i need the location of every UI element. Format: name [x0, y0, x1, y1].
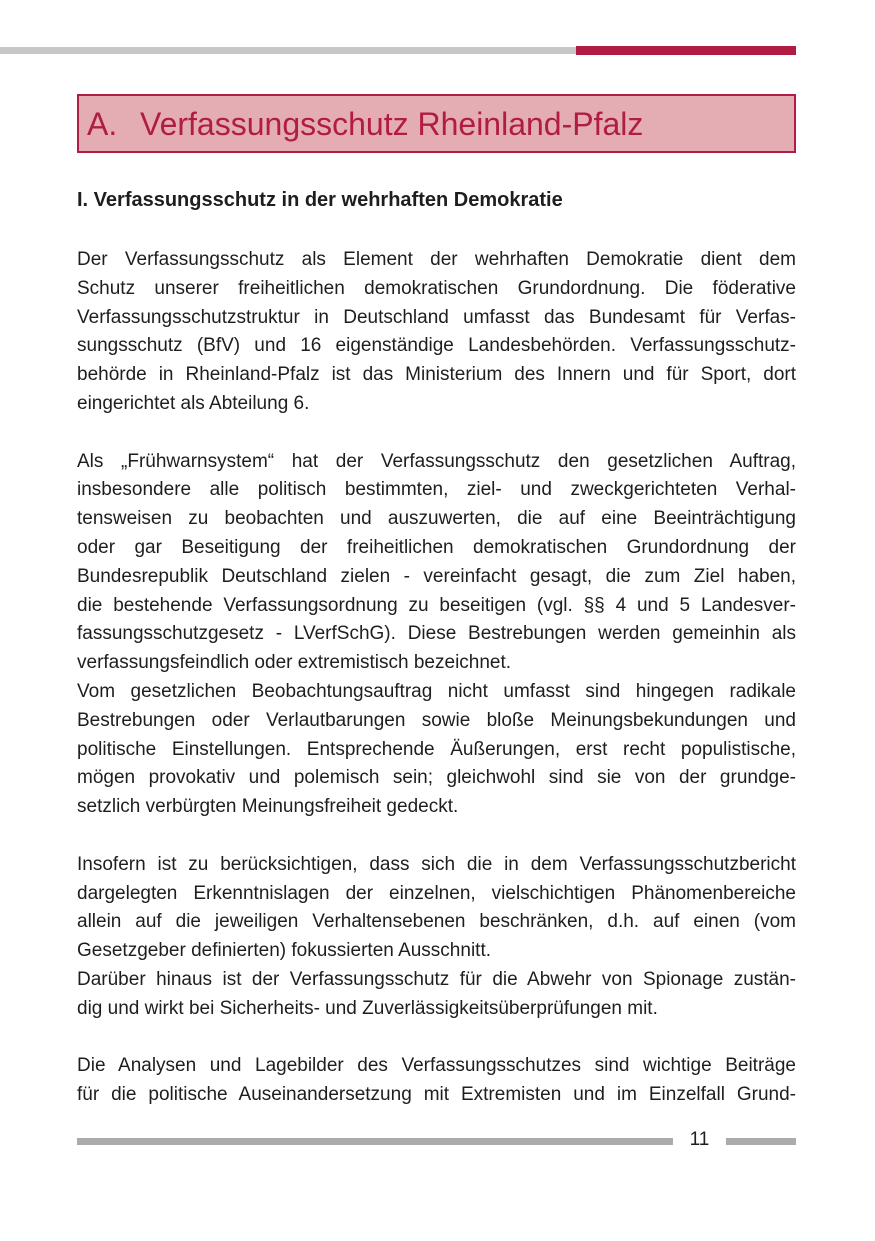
text-line: Verfassungsschutzstruktur in Deutschland umfasst das Bundesamt für Verfas- — [77, 306, 796, 328]
chapter-letter: A. — [87, 105, 118, 142]
footer-rule-right — [726, 1138, 796, 1145]
text-line: für die politische Auseinandersetzung mit Extremisten und im Einzelfall Grund- — [77, 1084, 796, 1106]
text-line: Schutz unserer freiheitlichen demokratischen Grundordnung. Die föderative — [77, 277, 796, 299]
text-line: eingerichtet als Abteilung 6. — [77, 392, 310, 414]
text-line: fassungsschutzgesetz - LVerfSchG). Diese Bestrebungen werden gemeinhin als — [77, 623, 796, 645]
text-line: insbesondere alle politisch bestimmten, ziel- und zweckgerichteten Verhal- — [77, 479, 796, 501]
text-line: Gesetzgeber definierten) fokussierten Ausschnitt. — [77, 940, 492, 962]
chapter-title: Verfassungsschutz Rheinland-Pfalz — [140, 105, 644, 142]
paragraph-spacer — [77, 1024, 796, 1053]
text-line: Insofern ist zu berücksichtigen, dass sich die in dem Verfassungsschutzbericht — [77, 853, 796, 875]
text-line: allein auf die jeweiligen Verhaltensebenen beschränken, d.h. auf einen (vom — [77, 911, 796, 933]
text-line: Bestrebungen oder Verlautbarungen sowie bloße Meinungsbekundungen und — [77, 709, 796, 731]
paragraph-spacer — [77, 419, 796, 448]
text-line: dig und wirkt bei Sicherheits- und Zuverlässigkeitsüberprüfungen mit. — [77, 997, 658, 1019]
text-line: mögen provokativ und polemisch sein; gleichwohl sind sie von der grundge- — [77, 767, 796, 789]
text-line: die bestehende Verfassungsordnung zu beseitigen (vgl. §§ 4 und 5 Landesver- — [77, 594, 796, 616]
text-line: behörde in Rheinland-Pfalz ist das Ministerium des Innern und für Sport, dort — [77, 364, 796, 386]
text-line: tensweisen zu beobachten und auszuwerten, die auf eine Beeinträchtigung — [77, 508, 796, 530]
body-text — [77, 246, 796, 1110]
text-line: politische Einstellungen. Entsprechende Äußerungen, erst recht populistische, — [77, 738, 796, 760]
chapter-heading-box — [77, 94, 796, 153]
text-line: verfassungsfeindlich oder extremistisch bezeichnet. — [77, 652, 512, 674]
text-line: oder gar Beseitigung der freiheitlichen demokratischen Grundordnung der — [77, 536, 796, 558]
text-line: Als „Frühwarnsystem“ hat der Verfassungsschutz den gesetzlichen Auftrag, — [77, 450, 796, 472]
text-line: setzlich verbürgten Meinungsfreiheit gedeckt. — [77, 796, 459, 818]
text-line: sungsschutz (BfV) und 16 eigenständige Landesbehörden. Verfassungsschutz- — [77, 335, 796, 357]
paragraph-spacer — [77, 822, 796, 851]
page-number: 11 — [689, 1129, 710, 1150]
text-line: Die Analysen und Lagebilder des Verfassungsschutzes sind wichtige Beiträge — [77, 1055, 796, 1077]
text-line: Vom gesetzlichen Beobachtungsauftrag nicht umfasst sind hingegen radikale — [77, 680, 796, 702]
section-heading: I. Verfassungsschutz in der wehrhaften Demokratie — [77, 189, 563, 211]
header-rule-grey — [0, 47, 576, 54]
header-rule-accent — [576, 46, 796, 55]
text-line: dargelegten Erkenntnislagen der einzelnen, vielschichtigen Phänomenbereiche — [77, 882, 796, 904]
text-line: Bundesrepublik Deutschland zielen - vereinfacht gesagt, die zum Ziel haben, — [77, 565, 796, 587]
footer-rule-left — [77, 1138, 673, 1145]
text-line: Der Verfassungsschutz als Element der wehrhaften Demokratie dient dem — [77, 249, 796, 270]
text-line: Darüber hinaus ist der Verfassungsschutz für die Abwehr von Spionage zustän- — [77, 968, 796, 990]
